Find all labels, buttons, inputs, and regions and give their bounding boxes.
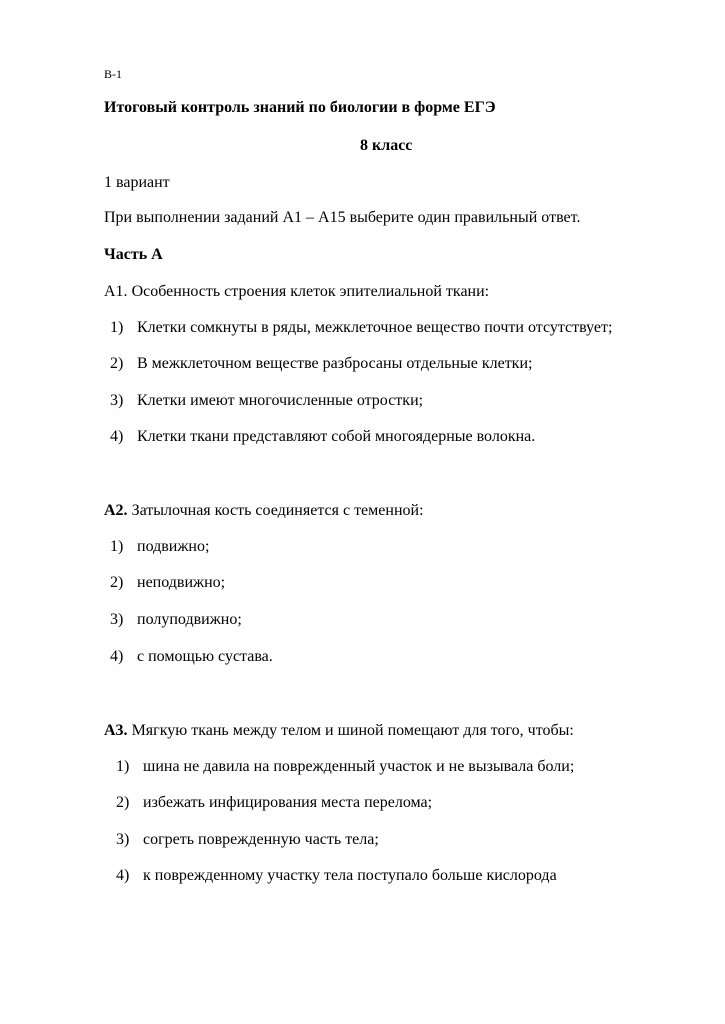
grade-label: 8 класс [360, 137, 413, 154]
option-number: 4) [110, 428, 124, 445]
option-number: 1) [110, 538, 124, 555]
option-text: В межклеточном веществе разбросаны отдельные клетки; [137, 355, 533, 372]
option-number: 4) [110, 648, 124, 665]
option-number: 4) [116, 867, 130, 884]
option-text: избежать инфицирования места перелома; [143, 794, 433, 811]
option-number: 3) [116, 831, 130, 848]
question-a2 [104, 501, 424, 521]
document-title: Итоговый контроль знаний по биологии в форме ЕГЭ [104, 99, 496, 116]
question-label: А3. [104, 722, 128, 739]
option-a3-1 [116, 757, 574, 777]
option-a2-3 [110, 610, 242, 630]
question-text: Затылочная кость соединяется с теменной: [127, 502, 424, 519]
option-text: согреть поврежденную часть тела; [143, 831, 379, 848]
variant-label: 1 вариант [104, 174, 170, 191]
instruction-text: При выполнении заданий А1 – А15 выберите один правильный ответ. [104, 209, 581, 226]
option-number: 2) [116, 794, 130, 811]
option-text: Клетки ткани представляют собой многоядерные волокна. [137, 428, 536, 445]
option-a2-1 [110, 537, 209, 557]
part-heading: Часть А [104, 246, 163, 263]
question-a1 [104, 282, 489, 302]
option-number: 2) [110, 355, 124, 372]
question-label: А2. [104, 502, 128, 519]
option-number: 3) [110, 392, 124, 409]
option-a2-2 [110, 573, 225, 593]
option-text: полуподвижно; [137, 611, 242, 628]
option-text: неподвижно; [137, 574, 226, 591]
option-a2-4 [110, 647, 273, 667]
option-text: с помощью сустава. [137, 648, 273, 665]
option-number: 1) [110, 319, 124, 336]
option-text: к поврежденному участку тела поступало больше кислорода [143, 867, 557, 884]
option-a1-2 [110, 354, 532, 374]
option-a3-3 [116, 830, 379, 850]
option-text: Клетки сомкнуты в ряды, межклеточное вещество почти отсутствует; [137, 319, 613, 336]
option-a1-1 [110, 318, 612, 338]
option-text: шина не давила на поврежденный участок и не вызывала боли; [143, 758, 575, 775]
question-text: Мягкую ткань между телом и шиной помещают для того, чтобы: [127, 722, 574, 739]
option-number: 3) [110, 611, 124, 628]
question-text: Особенность строения клеток эпителиальной ткани: [127, 283, 490, 300]
option-text: Клетки имеют многочисленные отростки; [137, 392, 424, 409]
question-label: А1. [104, 283, 128, 300]
option-a1-3 [110, 391, 423, 411]
option-text: подвижно; [137, 538, 210, 555]
option-number: 2) [110, 574, 124, 591]
option-number: 1) [116, 758, 130, 775]
option-a1-4 [110, 427, 535, 447]
document-code: В-1 [104, 67, 122, 81]
option-a3-2 [116, 793, 432, 813]
option-a3-4 [116, 866, 557, 886]
question-a3 [104, 721, 574, 741]
